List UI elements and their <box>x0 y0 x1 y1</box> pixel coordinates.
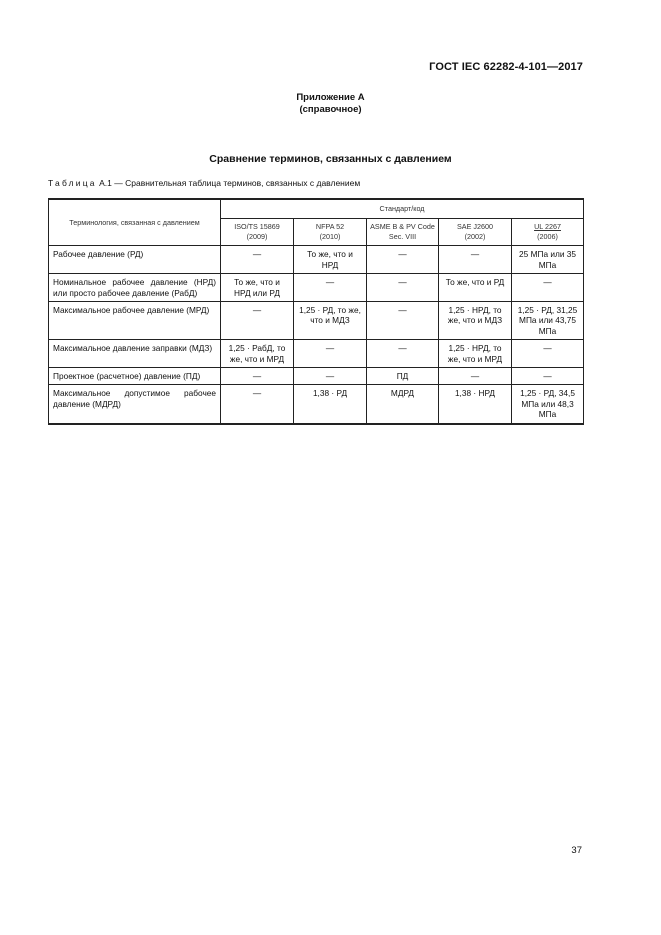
column-header <box>294 219 367 246</box>
value-cell: То же, что и НРД или РД <box>221 274 294 302</box>
value-cell: — <box>439 368 512 385</box>
section-title: Сравнение терминов, связанных с давлением <box>209 153 452 165</box>
standard-header: Стандарт/код <box>221 199 584 219</box>
appendix-title: Приложение А <box>296 92 365 103</box>
column-year: (2006) <box>537 232 558 242</box>
value-cell: 1,25 · НРД, то же, что и МДЗ <box>439 302 512 340</box>
table-row <box>49 340 584 368</box>
value-cell: 1,25 · РабД, то же, что и МРД <box>221 340 294 368</box>
value-cell: — <box>512 274 584 302</box>
value-cell: — <box>367 302 439 340</box>
value-cell: То же, что и НРД <box>294 246 367 274</box>
value-cell: То же, что и РД <box>439 274 512 302</box>
table-row <box>49 274 584 302</box>
term-cell: Рабочее давление (РД) <box>49 246 221 274</box>
value-cell: 1,38 · НРД <box>439 385 512 424</box>
column-name: ASME B & PV Code Sec. VIII <box>370 222 435 242</box>
caption-number: А.1 <box>99 178 112 188</box>
terminology-header: Терминология, связанная с давлением <box>49 199 221 246</box>
value-cell: 1,25 · НРД, то же, что и МРД <box>439 340 512 368</box>
column-year: (2002) <box>464 232 486 242</box>
value-cell: — <box>221 246 294 274</box>
column-name: SAE J2600 <box>457 222 493 232</box>
column-name: ISO/TS 15869 <box>234 222 280 232</box>
value-cell: 25 МПа или 35 МПа <box>512 246 584 274</box>
term-cell: Максимальное допустимое рабочее давление (МДРД) <box>49 385 221 424</box>
table-row <box>49 246 584 274</box>
page-number: 37 <box>571 845 582 856</box>
value-cell: — <box>439 246 512 274</box>
value-cell: — <box>221 385 294 424</box>
table-row <box>49 302 584 340</box>
column-header <box>221 219 294 246</box>
appendix-heading <box>0 92 661 116</box>
value-cell: 1,25 · РД, то же, что и МДЗ <box>294 302 367 340</box>
column-year: (2010) <box>319 232 341 242</box>
value-cell: — <box>221 368 294 385</box>
table-row <box>49 368 584 385</box>
value-cell: — <box>512 368 584 385</box>
column-year: (2009) <box>246 232 268 242</box>
value-cell: МДРД <box>367 385 439 424</box>
table-row <box>49 385 584 424</box>
value-cell: — <box>294 368 367 385</box>
value-cell: 1,25 · РД, 34,5 МПа или 48,3 МПа <box>512 385 584 424</box>
term-cell: Проектное (расчетное) давление (ПД) <box>49 368 221 385</box>
value-cell: — <box>294 340 367 368</box>
value-cell: 1,25 · РД, 31,25 МПа или 43,75 МПа <box>512 302 584 340</box>
table-caption <box>48 178 360 188</box>
comparison-table <box>48 198 584 425</box>
value-cell: — <box>294 274 367 302</box>
value-cell: — <box>512 340 584 368</box>
document-code: ГОСТ IEC 62282-4-101—2017 <box>429 61 583 73</box>
column-header <box>367 219 439 246</box>
column-name: NFPA 52 <box>315 222 345 232</box>
caption-text: — Сравнительная таблица терминов, связанных с давлением <box>114 178 361 188</box>
term-cell: Максимальное давление заправки (МДЗ) <box>49 340 221 368</box>
value-cell: ПД <box>367 368 439 385</box>
column-header <box>439 219 512 246</box>
term-cell: Номинальное рабочее давление (НРД) или просто рабочее давление (РабД) <box>49 274 221 302</box>
caption-label: Таблица <box>48 178 97 188</box>
column-name: UL 2267 <box>534 222 561 232</box>
value-cell: 1,38 · РД <box>294 385 367 424</box>
column-header <box>512 219 584 246</box>
appendix-subtitle: (справочное) <box>299 104 362 115</box>
value-cell: — <box>367 340 439 368</box>
value-cell: — <box>221 302 294 340</box>
value-cell: — <box>367 246 439 274</box>
term-cell: Максимальное рабочее давление (МРД) <box>49 302 221 340</box>
value-cell: — <box>367 274 439 302</box>
